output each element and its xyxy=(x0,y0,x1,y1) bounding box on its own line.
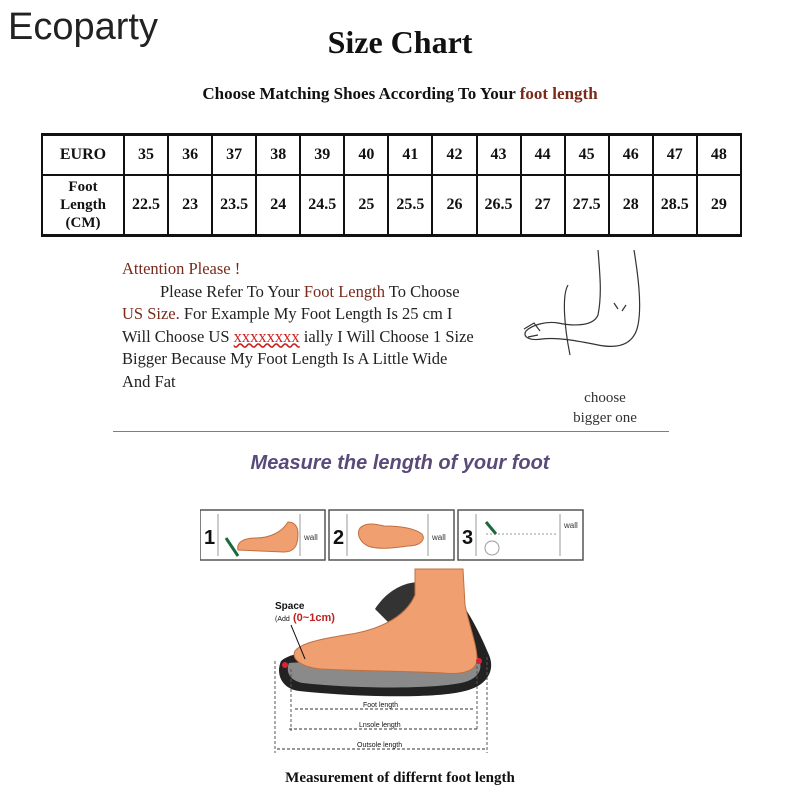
attention-l3c: ially I Will Choose 1 Size xyxy=(299,326,474,346)
euro-cell: 41 xyxy=(388,135,432,176)
step-3-number: 3 xyxy=(462,527,474,549)
euro-cell: 42 xyxy=(432,135,476,176)
foot-length-cell: 27 xyxy=(521,175,565,236)
attention-l3a: Will Choose US xyxy=(122,326,234,346)
euro-cell: 43 xyxy=(477,135,521,176)
space-range-label: (0~1cm) xyxy=(293,612,335,624)
euro-row xyxy=(42,135,741,176)
subtitle-highlight: foot length xyxy=(519,84,598,103)
step-2-number: 2 xyxy=(333,527,345,549)
space-add-label: (Add xyxy=(275,616,290,623)
attention-l2a: US Size. xyxy=(122,304,180,323)
euro-header: EURO xyxy=(42,135,124,176)
euro-cell: 37 xyxy=(212,135,256,176)
foot-length-cell: 23 xyxy=(168,175,212,236)
euro-cell: 39 xyxy=(300,135,344,176)
foot-length-header-l3: (CM) xyxy=(65,215,101,231)
attention-line-3 xyxy=(122,326,532,349)
foot-length-cell: 25.5 xyxy=(388,175,432,236)
foot-length-header-l2: Length xyxy=(60,197,106,213)
foot-length-row xyxy=(42,175,741,236)
euro-cell: 48 xyxy=(697,135,741,176)
step-1-wall-label: wall xyxy=(304,533,318,542)
attention-l1c: To Choose xyxy=(384,281,460,301)
foot-length-cell: 29 xyxy=(697,175,741,236)
outsole-length-label: Outsole length xyxy=(357,742,403,749)
foot-sketch-icon xyxy=(518,245,648,370)
step-3-wall-label: wall xyxy=(564,521,578,530)
foot-length-cell: 26.5 xyxy=(477,175,521,236)
step-2-panel xyxy=(329,510,454,560)
foot-in-shoe-diagram xyxy=(265,565,505,760)
figure-caption: Measurement of differnt foot length xyxy=(285,770,515,786)
section-divider xyxy=(113,431,669,432)
foot-length-header xyxy=(42,175,124,236)
brand-name: Ecoparty xyxy=(8,6,158,48)
attention-l2b: For Example My Foot Length Is 25 cm I xyxy=(179,304,453,323)
subtitle-text: Choose Matching Shoes According To Your xyxy=(202,84,520,103)
step-1-number: 1 xyxy=(204,527,216,549)
step-2-wall-label: wall xyxy=(432,533,446,542)
subtitle xyxy=(0,84,800,104)
foot-length-cell: 27.5 xyxy=(565,175,609,236)
measure-heading: Measure the length of your foot xyxy=(250,452,550,474)
foot-length-cell: 25 xyxy=(344,175,388,236)
euro-cell: 36 xyxy=(168,135,212,176)
attention-line-4: Bigger Because My Foot Length Is A Little Wide xyxy=(122,349,448,368)
space-label: Space xyxy=(275,601,305,612)
euro-cell: 35 xyxy=(124,135,168,176)
foot-length-cell: 23.5 xyxy=(212,175,256,236)
attention-line-2 xyxy=(122,303,532,326)
insole-length-label: Lnsole length xyxy=(359,722,401,729)
euro-cell: 44 xyxy=(521,135,565,176)
foot-length-cell: 26 xyxy=(432,175,476,236)
foot-length-header-l1: Foot xyxy=(68,179,98,195)
foot-length-cell: 24.5 xyxy=(300,175,344,236)
euro-cell: 46 xyxy=(609,135,653,176)
step-3-panel xyxy=(458,510,583,560)
choose-line-2: bigger one xyxy=(573,410,637,426)
euro-cell: 40 xyxy=(344,135,388,176)
choose-bigger-note xyxy=(560,388,650,428)
attention-l1a: Please Refer To Your xyxy=(160,281,304,301)
attention-l3b: xxxxxxxx xyxy=(233,326,300,346)
measure-steps xyxy=(200,508,585,564)
size-table xyxy=(41,133,742,237)
step-1-panel xyxy=(200,510,325,560)
choose-line-1: choose xyxy=(584,390,626,406)
euro-cell: 47 xyxy=(653,135,697,176)
foot-length-cell: 28.5 xyxy=(653,175,697,236)
foot-length-cell: 28 xyxy=(609,175,653,236)
attention-title: Attention Please ! xyxy=(122,259,241,278)
foot-length-cell: 24 xyxy=(256,175,300,236)
attention-l1b: Foot Length xyxy=(303,281,385,301)
euro-cell: 45 xyxy=(565,135,609,176)
foot-length-cell: 22.5 xyxy=(124,175,168,236)
attention-line-5: And Fat xyxy=(122,371,176,391)
page-title: Size Chart xyxy=(327,24,473,60)
attention-line-1 xyxy=(122,281,532,304)
euro-cell: 38 xyxy=(256,135,300,176)
attention-note xyxy=(122,258,532,393)
foot-length-label: Foot length xyxy=(363,702,399,709)
